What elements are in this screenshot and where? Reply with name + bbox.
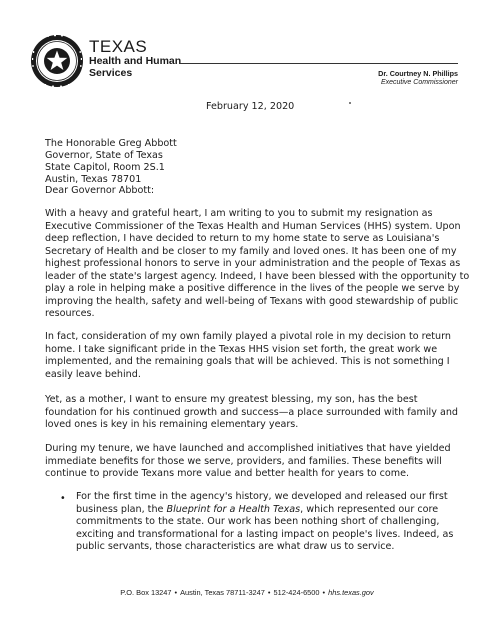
- text-line: For the first time in the agency's history, we developed and released our first: [76, 491, 448, 502]
- text-line: Secretary of Health and be closer to my family and loved ones. It has been one of my: [45, 245, 457, 257]
- recipient-line: The Honorable Greg Abbott: [45, 138, 177, 149]
- text-line: commitments to the state. Our work has been nothing short of challenging,: [76, 516, 440, 527]
- text-line: easily leave behind.: [45, 368, 141, 380]
- bullet-marker: •: [60, 493, 66, 504]
- bullet-item: [76, 491, 453, 554]
- text-line: loved ones is key in his remaining elementary years.: [45, 419, 299, 430]
- text-line: leader of the state's largest agency. Indeed, I have been blessed with the opportunity to: [45, 270, 470, 282]
- footer-city: Austin, Texas 78711-3247: [180, 588, 265, 597]
- text-line: deep reflection, I have decided to return to my home state to serve as Louisiana's: [45, 233, 440, 244]
- text-segment: , which represented our core: [300, 503, 439, 515]
- blueprint-title: Blueprint for a Health Texas: [166, 503, 301, 515]
- letter-footer: [0, 588, 494, 597]
- footer-po-box: P.O. Box 13247: [120, 588, 172, 597]
- text-line: immediate benefits for those we serve, providers, and families. These benefits will: [45, 455, 442, 467]
- footer-separator: •: [267, 588, 271, 597]
- paragraph-4: [45, 443, 451, 481]
- executive-title: Executive Commissioner: [380, 79, 458, 86]
- text-line: During my tenure, we have launched and accomplished initiatives that have yielded: [45, 443, 451, 454]
- executive-name: Dr. Courtney N. Phillips: [378, 69, 458, 78]
- letterhead-divider: [180, 63, 458, 64]
- text-line: exciting and transformational for a lasting impact on people's lives. Indeed, as: [76, 528, 454, 540]
- text-line: play a role in helping make a positive difference in the lives of the people we serve by: [45, 283, 460, 294]
- recipient-line: Governor, State of Texas: [45, 150, 163, 161]
- letter-date: February 12, 2020: [206, 101, 295, 112]
- text-line: resources.: [45, 308, 95, 319]
- text-line: Yet, as a mother, I want to ensure my greatest blessing, my son, has the best: [45, 394, 418, 405]
- texas-star-seal-icon: [30, 34, 84, 88]
- paragraph-1: [45, 208, 469, 321]
- footer-separator: •: [174, 588, 178, 597]
- text-line: In fact, consideration of my own family played a pivotal role in my decision to return: [45, 331, 451, 342]
- text-line: continue to provide Texans more value and better health for years to come.: [45, 468, 410, 479]
- recipient-address: [45, 138, 177, 186]
- text-line: With a heavy and grateful heart, I am writing to you to submit my resignation as: [45, 208, 433, 219]
- org-name-line3: Services: [89, 67, 133, 79]
- scan-speck: [349, 102, 351, 104]
- text-line: implemented, and the remaining goals that will be achieved. This is not something I: [45, 356, 450, 367]
- footer-website: hhs.texas.gov: [328, 588, 374, 597]
- recipient-line: Austin, Texas 78701: [45, 174, 142, 185]
- footer-separator: •: [322, 588, 326, 597]
- text-segment: business plan, the: [76, 503, 167, 515]
- recipient-line: State Capitol, Room 2S.1: [45, 162, 165, 173]
- paragraph-3: [45, 394, 458, 432]
- executive-block: [378, 69, 458, 87]
- text-line: home. I take significant pride in the Texas HHS vision set forth, the great work we: [45, 343, 438, 355]
- text-line: public servants, those characteristics are what draw us to service.: [76, 541, 395, 552]
- text-line: Executive Commissioner of the Texas Health and Human Services (HHS) system. Upon: [45, 220, 461, 232]
- text-line: foundation for his continued growth and success—a place surrounded with family and: [45, 406, 458, 418]
- footer-phone: 512-424-6500: [273, 588, 320, 597]
- text-line: [76, 504, 453, 517]
- org-name-line2: Health and Human: [89, 55, 182, 67]
- salutation: Dear Governor Abbott:: [45, 185, 155, 196]
- text-line: highest professional honors to serve in your administration and the people of Texas as: [45, 258, 461, 269]
- org-name-block: [89, 38, 181, 79]
- paragraph-2: [45, 331, 451, 381]
- text-line: improving the health, safety and well-being of Texans with good stewardship of public: [45, 295, 459, 307]
- org-name-texas: TEXAS: [89, 37, 148, 56]
